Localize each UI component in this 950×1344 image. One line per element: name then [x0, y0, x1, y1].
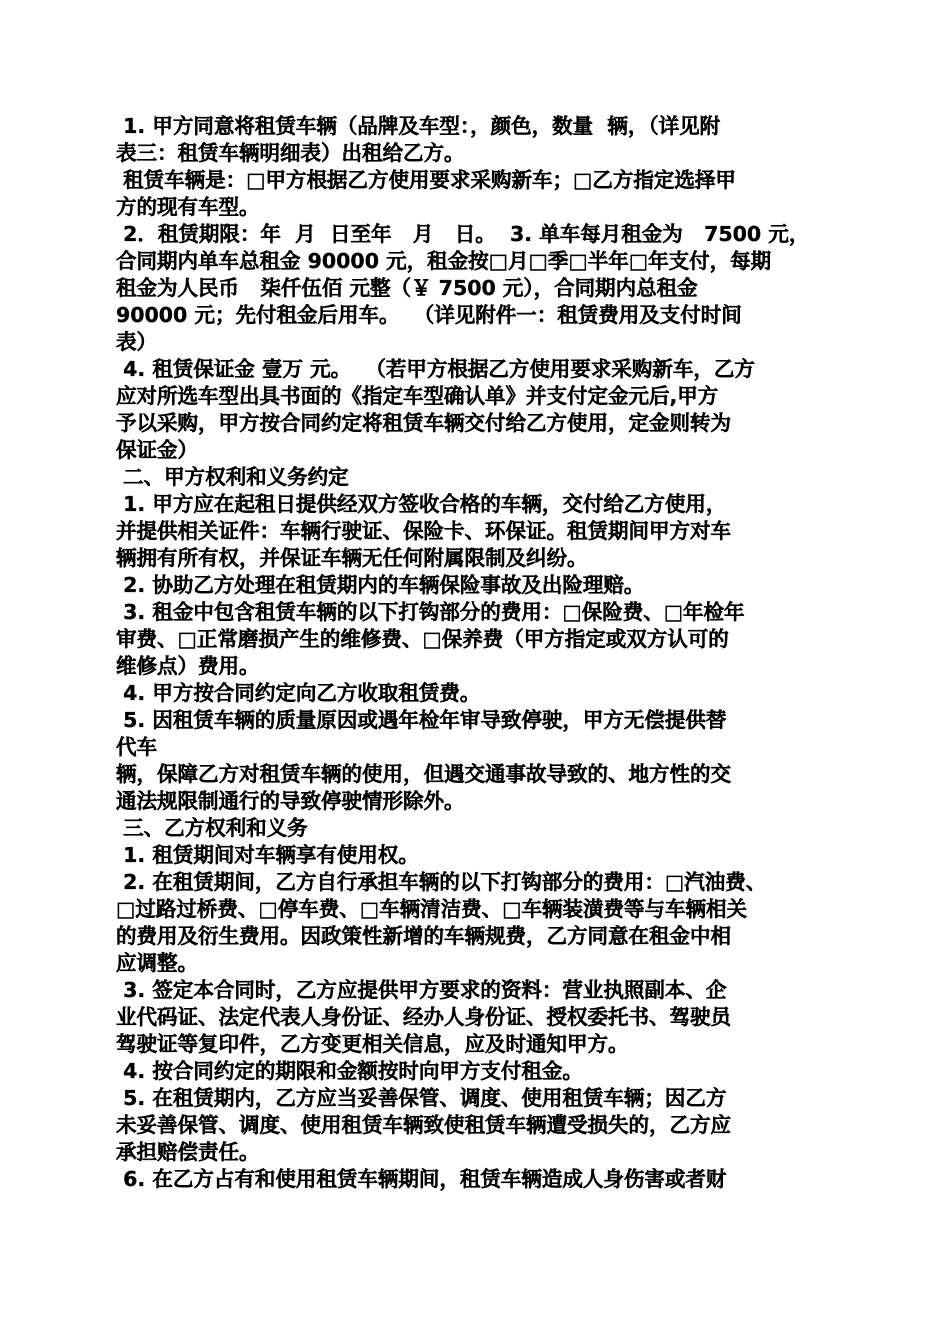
- section-heading: 二、甲方权利和义务约定: [116, 465, 349, 489]
- text-line: 保证金）: [116, 438, 198, 462]
- text-line: 90000 元；先付租金后用车。 （详见附件一：租赁费用及支付时间: [116, 303, 742, 327]
- text-line: 的费用及衍生费用。因政策性新增的车辆规费，乙方同意在租金中相: [116, 924, 731, 948]
- text-line: 辆，保障乙方对租赁车辆的使用，但遇交通事故导致的、地方性的交: [116, 762, 731, 786]
- text-line: 3. 租金中包含租赁车辆的以下打钩部分的费用：□保险费、□年检年: [116, 600, 745, 624]
- text-line: 未妥善保管、调度、使用租赁车辆致使租赁车辆遭受损失的，乙方应: [116, 1113, 731, 1137]
- text-line: 5. 在租赁期内，乙方应当妥善保管、调度、使用租赁车辆；因乙方: [116, 1086, 727, 1110]
- text-line: 应调整。: [116, 951, 198, 975]
- text-line: 应对所选车型出具书面的《指定车型确认单》并支付定金元后,甲方: [116, 384, 719, 408]
- text-line: 表）: [116, 330, 157, 354]
- text-line: 6. 在乙方占有和使用租赁车辆期间，租赁车辆造成人身伤害或者财: [116, 1167, 727, 1191]
- text-line: 4. 按合同约定的期限和金额按时向甲方支付租金。: [116, 1059, 583, 1083]
- text-line: 4. 甲方按合同约定向乙方收取租赁费。: [116, 681, 481, 705]
- text-line: 业代码证、法定代表人身份证、经办人身份证、授权委托书、驾驶员: [116, 1005, 731, 1029]
- text-line: 3. 签定本合同时，乙方应提供甲方要求的资料：营业执照副本、企: [116, 978, 727, 1002]
- text-line: 通法规限制通行的导致停驶情形除外。: [116, 789, 465, 813]
- text-line: 2. 在租赁期间，乙方自行承担车辆的以下打钩部分的费用：□汽油费、: [116, 870, 767, 894]
- text-line: 承担赔偿责任。: [116, 1140, 260, 1164]
- text-line: □过路过桥费、□停车费、□车辆清洁费、□车辆装潢费等与车辆相关: [116, 897, 747, 921]
- text-line: 代车: [116, 735, 157, 759]
- text-line: 表三：租赁车辆明细表）出租给乙方。: [116, 141, 465, 165]
- text-line: 2．租赁期限：年 月 日至年 月 日。 3. 单车每月租金为 7500 元，: [116, 222, 810, 246]
- text-line: 1. 甲方同意将租赁车辆（品牌及车型：，颜色，数量 辆，（详见附: [116, 114, 721, 138]
- text-line: 1. 甲方应在起租日提供经双方签收合格的车辆，交付给乙方使用，: [116, 492, 727, 516]
- text-line: 审费、□正常磨损产生的维修费、□保养费（甲方指定或双方认可的: [116, 627, 729, 651]
- text-line: 5. 因租赁车辆的质量原因或遇年检年审导致停驶，甲方无偿提供替: [116, 708, 727, 732]
- text-line: 4. 租赁保证金 壹万 元。 （若甲方根据乙方使用要求采购新车，乙方: [116, 357, 755, 381]
- text-line: 2. 协助乙方处理在租赁期内的车辆保险事故及出险理赔。: [116, 573, 645, 597]
- text-line: 辆拥有所有权，并保证车辆无任何附属限制及纠纷。: [116, 546, 588, 570]
- text-line: 租赁车辆是：□甲方根据乙方使用要求采购新车；□乙方指定选择甲: [116, 168, 736, 192]
- text-line: 并提供相关证件：车辆行驶证、保险卡、环保证。租赁期间甲方对车: [116, 519, 731, 543]
- text-line: 驾驶证等复印件，乙方变更相关信息，应及时通知甲方。: [116, 1032, 629, 1056]
- section-heading: 三、乙方权利和义务: [116, 816, 308, 840]
- text-line: 租金为人民币 柒仟伍佰 元整（￥ 7500 元），合同期内总租金: [116, 276, 698, 300]
- text-line: 予以采购，甲方按合同约定将租赁车辆交付给乙方使用，定金则转为: [116, 411, 731, 435]
- text-line: 合同期内单车总租金 90000 元，租金按□月□季□半年□年支付，每期: [116, 249, 772, 273]
- contract-text-body: [116, 113, 856, 1193]
- text-line: 维修点）费用。: [116, 654, 260, 678]
- text-line: 方的现有车型。: [116, 195, 260, 219]
- text-line: 1. 租赁期间对车辆享有使用权。: [116, 843, 419, 867]
